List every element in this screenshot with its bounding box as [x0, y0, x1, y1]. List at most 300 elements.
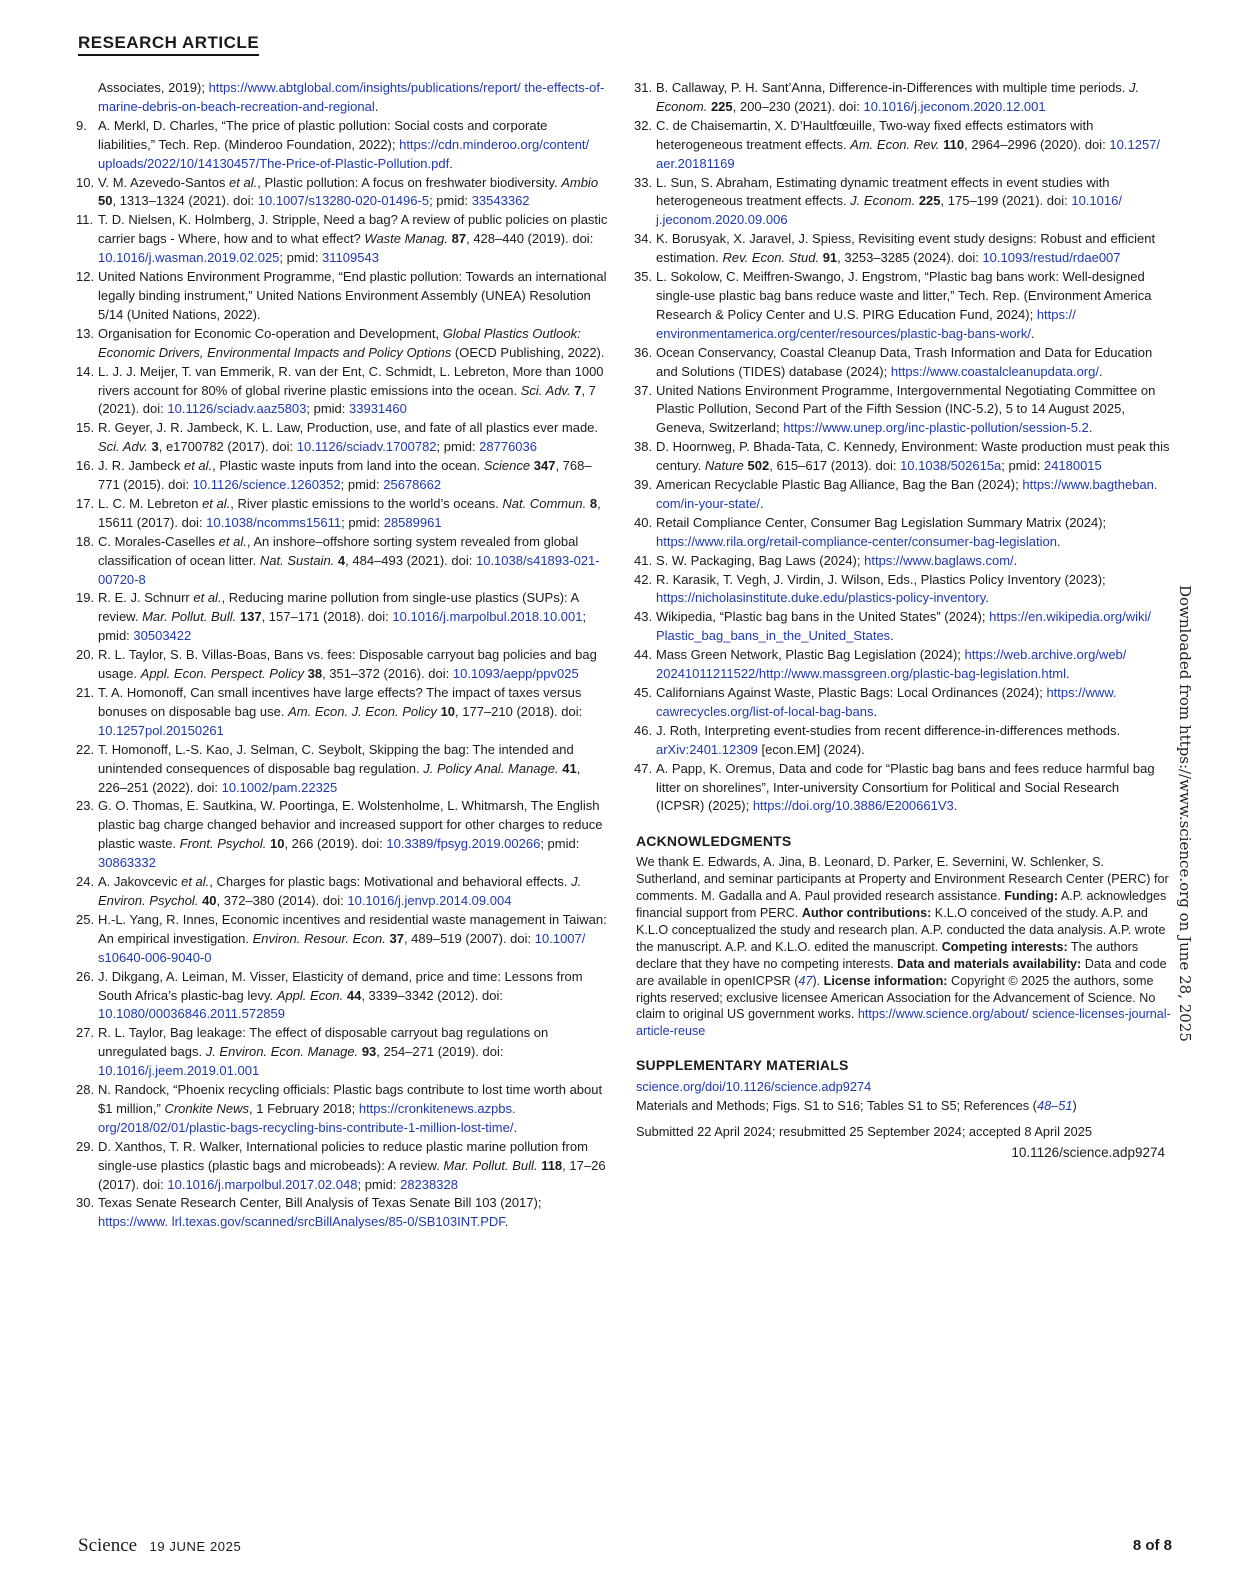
reference-link[interactable]: 33931460 [349, 401, 407, 417]
reference-text: A.P. acknowledges financial support from PERC. [636, 889, 1167, 920]
reference-item [636, 684, 1171, 722]
reference-text: , 17–26 (2017). doi: [98, 1157, 606, 1192]
reference-text: , 3339–3342 (2012). doi: [361, 987, 503, 1003]
reference-link[interactable]: 10.1016/j.marpolbul.2017.02.048 [167, 1176, 358, 1192]
reference-link[interactable]: 28589961 [383, 514, 442, 530]
reference-link[interactable]: 10.1002/pam.22325 [221, 779, 338, 795]
journal-name: Nat. Sustain. [259, 552, 335, 568]
reference-link[interactable]: https://www.bagtheban. com/in-your-state/ [656, 477, 1158, 511]
reference-text: , An inshore–offshore sorting system revealed from global classification of ocean litter. [98, 533, 579, 568]
reference-item [636, 760, 1171, 817]
reference-text: . [449, 155, 453, 171]
references-left-column [78, 79, 608, 1232]
reference-number: 32. [634, 117, 653, 133]
reference-link[interactable]: 47 [798, 973, 813, 988]
supplementary-refs-link[interactable]: 48–51 [1036, 1097, 1073, 1113]
reference-link[interactable]: 33543362 [471, 193, 530, 209]
volume-number: 10 [269, 836, 285, 852]
reference-link[interactable]: https://en.wikipedia.org/wiki/ Plastic_bag_bans_in_the_United_States [656, 609, 1151, 644]
volume-number: 7 [574, 382, 582, 398]
journal-name: Science [483, 458, 531, 474]
reference-number: 29. [76, 1138, 95, 1154]
reference-item [78, 325, 608, 363]
volume-number: 225 [710, 98, 733, 114]
references-right-column [636, 79, 1171, 816]
reference-text: J. Dikgang, A. Leiman, M. Visser, Elasticity of demand, price and time: Lessons from South Africa’s plastic-bag levy. [98, 968, 583, 1003]
reference-text: We thank E. Edwards, A. Jina, B. Leonard, D. Parker, E. Severnini, W. Schlenker, S. Sutherland, and seminar participants at Property and Environment Research Center (PERC) for comments. M. Gadalla and A. Paul provided research assistance. [636, 855, 1169, 904]
reference-text: (OECD Publishing, 2022). [451, 344, 605, 360]
reference-number: 39. [634, 477, 653, 493]
reference-item [636, 571, 1171, 609]
reference-text: A. Papp, K. Oremus, Data and code for “Plastic bag bans and fees reduce harmful bag litter on shorelines”, Inter-university Consortium for Political and Social Research (ICPSR) (2025); [656, 760, 1155, 814]
journal-name: J. Econom. [850, 193, 916, 209]
journal-name: Sci. Adv. [520, 382, 571, 398]
reference-number: 15. [76, 420, 95, 436]
reference-item [78, 968, 608, 1025]
reference-link[interactable]: 10.1126/sciadv.aaz5803 [167, 401, 307, 417]
reference-text: Data and code are available in openICPSR ( [636, 956, 1167, 988]
journal-name: J. Environ. Econ. Manage. [205, 1044, 359, 1060]
reference-link[interactable]: https://www.unep.org/inc-plastic-pollution/session-5.2 [783, 420, 1089, 436]
reference-text: , 489–519 (2007). doi: [403, 930, 535, 946]
reference-number: 46. [634, 722, 653, 738]
reference-number: 43. [634, 609, 653, 625]
reference-item [78, 1138, 608, 1195]
journal-name: Nature [704, 458, 744, 474]
journal-name: Appl. Econ. [276, 987, 344, 1003]
reference-text: . [1057, 533, 1061, 549]
reference-number: 14. [76, 363, 95, 379]
reference-text: , Plastic pollution: A focus on freshwater biodiversity. [257, 174, 562, 190]
reference-item [636, 608, 1171, 646]
journal-name: Am. Econ. J. Econ. Policy [288, 703, 437, 719]
reference-text: ; pmid: [429, 193, 472, 209]
journal-name: Front. Psychol. [179, 836, 267, 852]
journal-name: Mar. Pollut. Bull. [142, 609, 237, 625]
reference-item [636, 476, 1171, 514]
reference-text: N. Randock, “Phoenix recycling officials: Plastic bags contribute to lost time worth about $1 million,” [98, 1082, 603, 1116]
reference-text: Retail Compliance Center, Consumer Bag Legislation Summary Matrix (2024); [656, 514, 1107, 530]
reference-text: . [873, 703, 878, 719]
reference-link[interactable]: 10.3389/fpsyg.2019.00266 [386, 836, 541, 852]
reference-text: ). [812, 973, 824, 988]
reference-link[interactable]: 30863332 [98, 855, 156, 871]
reference-text: , 7 (2021). doi: [98, 382, 596, 417]
reference-number: 12. [76, 269, 95, 285]
journal-name: et al. [193, 590, 222, 606]
reference-text: L. Sun, S. Abraham, Estimating dynamic treatment effects in event studies with heterogeneous treatment effects. [656, 174, 1110, 209]
reference-text: G. O. Thomas, E. Sautkina, W. Poortinga, E. Wolstenholme, L. Whitmarsh, The English plastic bag charge changed behavior and increased support for other charges to reduce plastic waste. [98, 798, 603, 852]
reference-text: . [953, 798, 958, 814]
reference-item [78, 646, 608, 684]
reference-text: , Plastic waste inputs from land into the ocean. [212, 458, 484, 474]
reference-item [636, 79, 1171, 117]
reference-text: T. A. Homonoff, Can small incentives have large effects? The impact of taxes versus bonuses on disposable bag use. [98, 685, 582, 719]
reference-text: . [890, 628, 894, 644]
volume-number: Competing interests: [941, 939, 1068, 954]
reference-item [78, 873, 608, 911]
reference-text: , 372–380 (2014). doi: [216, 892, 348, 908]
reference-number: 28. [76, 1082, 95, 1098]
reference-link[interactable]: https://www.science.org/about/ science-licenses-journal-article-reuse [636, 1007, 1171, 1039]
volume-number: 8 [589, 495, 598, 511]
reference-link[interactable]: 10.1093/aepp/ppv025 [452, 666, 579, 682]
reference-link[interactable]: 10.1016/j.jeconom.2020.12.001 [863, 98, 1046, 114]
reference-number: 41. [634, 552, 653, 568]
reference-item [636, 382, 1171, 439]
journal-name: Waste Manag. [364, 231, 448, 247]
reference-item [78, 741, 608, 798]
reference-link[interactable]: https://www.coastalcleanupdata.org/ [890, 363, 1099, 379]
reference-text: American Recyclable Plastic Bag Alliance, Bag the Ban (2024); [656, 477, 1023, 493]
reference-link[interactable]: 25678662 [383, 477, 442, 493]
reference-item [636, 552, 1171, 571]
volume-number: 91 [822, 250, 838, 266]
reference-text: C. de Chaisemartin, X. D’Haultfœuille, Two-way fixed effects estimators with heterogeneous treatment effects. [656, 117, 1094, 152]
reference-text: D. Hoornweg, P. Bhada-Tata, C. Kennedy, Environment: Waste production must peak this century. [656, 439, 1170, 474]
journal-name: Global Plastics Outlook: Economic Drivers, Environmental Impacts and Policy Options [98, 325, 581, 360]
reference-item [636, 174, 1171, 231]
reference-text: , 428–440 (2019). doi: [466, 231, 594, 247]
reference-link[interactable]: arXiv:2401.12309 [656, 741, 758, 757]
volume-number: License information: [823, 973, 948, 988]
reference-text: , 254–271 (2019). doi: [376, 1044, 504, 1060]
volume-number: Funding: [1004, 889, 1059, 904]
reference-item [78, 117, 608, 174]
volume-number: 37 [389, 930, 404, 946]
right-column [636, 79, 1171, 1163]
volume-number: 38 [307, 666, 323, 682]
reference-text: . [1098, 363, 1103, 379]
reference-number: 13. [76, 325, 95, 341]
reference-text: Ocean Conservancy, Coastal Cleanup Data, Trash Information and Data for Education and Solutions (TIDES) database (2024); [656, 344, 1153, 379]
reference-text: . [1065, 666, 1070, 682]
reference-item [78, 174, 608, 212]
journal-logo: Science [78, 1535, 138, 1556]
page-footer [78, 1535, 1172, 1555]
reference-number: 27. [76, 1025, 95, 1041]
reference-item [636, 268, 1171, 344]
reference-text: . [1013, 552, 1018, 568]
reference-link[interactable]: 10.1126/sciadv.1700782 [296, 439, 437, 455]
reference-item [78, 797, 608, 873]
reference-link[interactable]: 10.1007/ s10640-006-9040-0 [98, 930, 586, 965]
volume-number: 502 [747, 458, 770, 474]
reference-item [78, 419, 608, 457]
reference-link[interactable]: 10.1016/ j.jeconom.2020.09.006 [656, 193, 1122, 228]
reference-text: ; pmid: [540, 836, 580, 852]
reference-text: , 157–171 (2018). doi: [261, 609, 393, 625]
reference-text: R. L. Taylor, Bag leakage: The effect of disposable carryout bag regulations on unregulated bags. [98, 1025, 549, 1060]
reference-link[interactable]: 10.1016/j.jenvp.2014.09.004 [347, 892, 512, 908]
reference-text: , 177–210 (2018). doi: [455, 703, 583, 719]
reference-number: 38. [634, 439, 653, 455]
reference-item [78, 457, 608, 495]
reference-text: . [513, 1119, 518, 1135]
reference-number: 47. [634, 760, 653, 776]
reference-number: 31. [634, 80, 653, 95]
reference-text: L. Sokolow, C. Meiffren-Swango, J. Engstrom, “Plastic bag bans work: Well-designed single-use plastic bag bans reduce waste and litter,” Tech. Rep. (Environment America Research & Policy Center and U.S. PIRG Education Fund, 2024); [656, 269, 1152, 322]
reference-item [78, 1081, 608, 1138]
journal-name: Nat. Commun. [502, 495, 587, 511]
acknowledgments-body [636, 854, 1171, 1040]
reference-item [636, 646, 1171, 684]
reference-number: 23. [76, 798, 95, 814]
reference-text: , 768–771 (2015). doi: [98, 458, 592, 493]
reference-text: T. D. Nielsen, K. Holmberg, J. Stripple, Need a bag? A review of public policies on plastic carrier bags - Where, how and to what effect? [98, 212, 608, 247]
section-header: RESEARCH ARTICLE [78, 33, 259, 56]
reference-item [78, 1194, 608, 1232]
reference-text: ; pmid: [436, 439, 480, 455]
reference-link[interactable]: https://www.abtglobal.com/insights/publications/report/ the-effects-of-marine-debris-on-beach-recreation-and-regional [98, 80, 605, 114]
reference-number: 11. [76, 212, 94, 228]
reference-number: 16. [76, 458, 95, 474]
volume-number: 118 [541, 1157, 563, 1173]
reference-link[interactable]: 10.1016/j.wasman.2019.02.025 [98, 250, 280, 266]
volume-number: 50 [98, 193, 113, 209]
supplementary-body [636, 1078, 1171, 1115]
reference-item [78, 363, 608, 420]
reference-number: 35. [634, 269, 653, 285]
reference-text: [econ.EM] (2024). [757, 741, 865, 757]
reference-text: . [1088, 420, 1093, 436]
reference-text: , Charges for plastic bags: Motivational and behavioral effects. [209, 874, 572, 890]
journal-name: Ambio [561, 174, 599, 190]
reference-text: , 2964–2996 (2020). doi: [964, 136, 1110, 152]
volume-number: 41 [562, 760, 577, 776]
reference-text: V. M. Azevedo-Santos [98, 174, 230, 190]
volume-number: 40 [202, 892, 217, 908]
reference-text: , e1700782 (2017). doi: [158, 439, 297, 455]
reference-text: ; pmid: [357, 1176, 401, 1192]
reference-link[interactable]: 28238328 [400, 1176, 458, 1192]
reference-text: S. W. Packaging, Bag Laws (2024); [656, 552, 865, 568]
reference-link[interactable]: 10.1257/ aer.20181169 [656, 136, 1161, 171]
reference-number: 36. [634, 344, 653, 360]
reference-number: 19. [76, 590, 95, 606]
reference-text: C. Morales-Caselles [98, 533, 219, 549]
reference-number: 40. [634, 514, 653, 530]
reference-text: L. J. J. Meijer, T. van Emmerik, R. van der Ent, C. Schmidt, L. Lebreton, More than 1000 rivers account for 80% of global riverine plastic emissions into the ocean. [98, 363, 604, 398]
reference-item [78, 589, 608, 646]
reference-text: United Nations Environment Programme, “End plastic pollution: Towards an international legally binding instrument,” United Nations Environment Assembly (UNEA) Resolution 5/14 (United Nations, 2022). [98, 269, 607, 322]
reference-text: L. C. M. Lebreton [98, 495, 203, 511]
journal-name: et al. [202, 495, 231, 511]
reference-item [636, 438, 1171, 476]
journal-name: et al. [218, 533, 247, 549]
reference-text: The authors declare that they have no competing interests. [636, 939, 1139, 971]
reference-text: , Reducing marine pollution from single-use plastics (SUPs): A review. [98, 590, 579, 625]
journal-name: Cronkite News [164, 1100, 249, 1116]
reference-number: 21. [76, 685, 95, 700]
reference-link[interactable]: 28776036 [479, 439, 537, 455]
journal-name: Am. Econ. Rev. [850, 136, 940, 152]
reference-link[interactable]: 31109543 [322, 250, 379, 266]
reference-item [78, 79, 608, 117]
volume-number: 3 [151, 439, 159, 455]
supplementary-text-pre: Materials and Methods; Figs. S1 to S16; Tables S1 to S5; References ( [636, 1097, 1037, 1113]
reference-text: ; pmid: [306, 401, 350, 417]
reference-text: Wikipedia, “Plastic bag bans in the United States” (2024); [656, 609, 990, 625]
reference-text: , 1 February 2018; [249, 1100, 359, 1116]
reference-number: 37. [634, 382, 653, 398]
reference-link[interactable]: https://www.rila.org/retail-compliance-center/consumer-bag-legislation [656, 533, 1058, 549]
reference-text: , 226–251 (2022). doi: [98, 760, 581, 795]
reference-text: J. R. Jambeck [98, 458, 184, 474]
reference-link[interactable]: https://www.baglaws.com/ [864, 552, 1014, 568]
reference-text: . [760, 495, 764, 511]
reference-number: 22. [76, 741, 95, 757]
reference-number: 18. [76, 533, 95, 549]
reference-text: , 266 (2019). doi: [284, 836, 387, 852]
reference-item [636, 344, 1171, 382]
reference-text: United Nations Environment Programme, Intergovernmental Negotiating Committee on Plastic Pollution, Second Part of the Fifth Session (INC-5.2), 5 to 14 August 2025, Geneva, Switzerland; [656, 382, 1156, 436]
reference-link[interactable]: 10.1038/502615a [900, 458, 1002, 474]
reference-text: Texas Senate Research Center, Bill Analysis of Texas Senate Bill 103 (2017); [98, 1195, 542, 1211]
reference-link[interactable]: 10.1016/j.jeem.2019.01.001 [98, 1063, 260, 1079]
reference-text: T. Homonoff, L.-S. Kao, J. Selman, C. Seybolt, Skipping the bag: The intended and unintended consequences of disposable bag regulation. [98, 741, 574, 776]
reference-link[interactable]: 10.1080/00036846.2011.572859 [98, 1006, 286, 1022]
reference-text: J. Roth, Interpreting event-studies from recent difference-in-differences methods. [656, 722, 1121, 738]
reference-number: 20. [76, 647, 95, 663]
reference-text: R. L. Taylor, S. B. Villas-Boas, Bans vs. fees: Disposable carryout bag policies and bag usage. [98, 647, 597, 682]
reference-item [78, 684, 608, 741]
reference-item [78, 533, 608, 590]
reference-text: . [374, 98, 379, 114]
volume-number: 10 [440, 703, 456, 719]
journal-name: Mar. Pollut. Bull. [443, 1157, 538, 1173]
supplementary-link[interactable]: science.org/doi/10.1126/science.adp9274 [636, 1079, 872, 1095]
reference-link[interactable]: 10.1126/science.1260352 [192, 477, 341, 493]
download-watermark-text: Downloaded from https://www.science.org on June 28, 2025 [1176, 585, 1194, 1042]
reference-link[interactable]: 24180015 [1043, 458, 1102, 474]
reference-link[interactable]: https:// environmentamerica.org/center/resources/plastic-bag-bans-work/ [656, 306, 1076, 341]
reference-text: D. Xanthos, T. R. Walker, International policies to reduce plastic marine pollution from single-use plastics (plastic bags and microbeads): A review. [98, 1138, 588, 1173]
reference-link[interactable]: https://cdn.minderoo.org/content/ uploads/2022/10/14130457/The-Price-of-Plastic-Pollution.pdf [98, 136, 590, 171]
reference-number: 33. [634, 174, 653, 190]
journal-name: Sci. Adv. [98, 439, 148, 455]
reference-text: ; pmid: [98, 609, 587, 644]
issue-date: 19 JUNE 2025 [149, 1539, 242, 1554]
volume-number: 87 [451, 231, 467, 247]
reference-link[interactable]: https://www. lrl.texas.gov/scanned/srcBillAnalyses/85-0/SB103INT.PDF [98, 1214, 505, 1230]
reference-number: 34. [634, 231, 653, 247]
download-watermark [1170, 585, 1198, 1042]
reference-item [636, 230, 1171, 268]
reference-link[interactable]: 10.1016/j.marpolbul.2018.10.001 [392, 609, 583, 625]
journal-name: Environ. Resour. Econ. [252, 930, 386, 946]
journal-name: et al. [183, 458, 213, 474]
reference-text: , 1313–1324 (2021). doi: [112, 193, 258, 209]
reference-link[interactable]: https://web.archive.org/web/ 20241011211522/http://www.massgreen.org/plastic-bag-legislation.html [656, 647, 1127, 682]
reference-text: , 15611 (2017). doi: [98, 495, 601, 530]
reference-item [78, 911, 608, 968]
reference-link[interactable]: https://cronkitenews.azpbs. org/2018/02/01/plastic-bags-recycling-bins-contribute-1-million-lost-time/ [98, 1100, 516, 1135]
journal-name: J. Policy Anal. Manage. [423, 760, 559, 776]
reference-text: . [985, 590, 989, 606]
reference-item [78, 211, 608, 268]
reference-text: K.L.O conceived of the study. A.P. and K.L.O conceptualized the study and research plan. A.P. conducted the data analysis. A.P. wrote the manuscript. A.P. and K.L.O. edited the manuscript. [636, 905, 1166, 954]
journal-name: et al. [229, 174, 258, 190]
supplementary-title: SUPPLEMENTARY MATERIALS [636, 1057, 849, 1074]
supplementary-text-post: ) [1072, 1097, 1077, 1113]
reference-text: , 484–493 (2021). doi: [345, 552, 476, 568]
reference-text: R. Karasik, T. Vegh, J. Virdin, J. Wilson, Eds., Plastics Policy Inventory (2023); [656, 571, 1106, 587]
reference-text: A. Merkl, D. Charles, “The price of plastic pollution: Social costs and corporate liabilities,” Tech. Rep. (Minderoo Foundation, 2022); [98, 117, 548, 152]
reference-text: Organisation for Economic Co-operation and Development, [98, 325, 443, 341]
reference-link[interactable]: 10.1038/s41893-021-00720-8 [98, 552, 600, 587]
reference-number: 45. [634, 685, 653, 700]
reference-text: , 3253–3285 (2024). doi: [837, 250, 983, 266]
journal-name: J. Econom. [656, 80, 1140, 114]
page-number: 8 of 8 [1132, 1537, 1172, 1554]
volume-number: 44 [346, 987, 362, 1003]
reference-item [636, 117, 1171, 174]
reference-link[interactable]: 10.1038/ncomms15611 [206, 514, 342, 530]
reference-text: H.-L. Yang, R. Innes, Economic incentives and residential waste management in Taiwan: An empirical investigation. [98, 911, 607, 946]
reference-text: , River plastic emissions to the world’s oceans. [230, 495, 503, 511]
acknowledgments-title: ACKNOWLEDGMENTS [636, 833, 792, 850]
journal-name: J. Environ. Psychol. [98, 874, 582, 908]
submission-dates: Submitted 22 April 2024; resubmitted 25 September 2024; accepted 8 April 2025 [636, 1124, 1093, 1140]
reference-text: K. Borusyak, X. Jaravel, J. Spiess, Revisiting event study designs: Robust and efficient estimation. [656, 231, 1156, 266]
reference-item [636, 722, 1171, 760]
reference-link[interactable]: https://doi.org/10.3886/E200661V3 [752, 798, 954, 814]
reference-text: ; pmid: [1001, 458, 1044, 474]
reference-text: , 351–372 (2016). doi: [322, 666, 453, 682]
reference-text: B. Callaway, P. H. Sant’Anna, Difference-in-Differences with multiple time periods. [656, 80, 1130, 95]
reference-number: 17. [76, 495, 95, 511]
reference-number: 9. [76, 117, 87, 133]
reference-link[interactable]: 10.1093/restud/rdae007 [982, 250, 1121, 266]
journal-name: Appl. Econ. Perspect. Policy [140, 666, 304, 682]
volume-number: 347 [533, 458, 556, 474]
reference-number: 26. [76, 968, 95, 984]
journal-name: Rev. Econ. Stud. [722, 250, 820, 266]
volume-number: 4 [337, 552, 346, 568]
reference-text: Californians Against Waste, Plastic Bags: Local Ordinances (2024); [656, 685, 1047, 700]
reference-text: Mass Green Network, Plastic Bag Legislation (2024); [656, 647, 965, 663]
reference-text: A. Jakovcevic [98, 874, 182, 890]
reference-text: Associates, 2019); [98, 80, 209, 95]
volume-number: 137 [239, 609, 262, 625]
reference-text: ; pmid: [340, 477, 384, 493]
reference-text: , 615–617 (2013). doi: [769, 458, 901, 474]
reference-text: R. E. J. Schnurr [98, 590, 194, 606]
volume-number: 93 [361, 1044, 377, 1060]
reference-item [78, 268, 608, 325]
volume-number: 110 [943, 136, 965, 152]
reference-text: ; pmid: [341, 514, 384, 530]
reference-number: 44. [634, 647, 653, 663]
reference-link[interactable]: 30503422 [133, 628, 192, 644]
reference-number: 25. [76, 911, 95, 927]
reference-text: ; pmid: [279, 250, 323, 266]
reference-link[interactable]: https://nicholasinstitute.duke.edu/plastics-policy-inventory [656, 590, 986, 606]
reference-item [78, 495, 608, 533]
article-doi: 10.1126/science.adp9274 [1011, 1145, 1165, 1161]
reference-link[interactable]: 10.1257pol.20150261 [98, 722, 224, 738]
reference-link[interactable]: https://www. cawrecycles.org/list-of-local-bag-bans [656, 685, 1117, 719]
reference-link[interactable]: 10.1007/s13280-020-01496-5 [257, 193, 430, 209]
reference-number: 30. [76, 1195, 95, 1211]
journal-name: et al. [181, 874, 210, 890]
reference-text: Copyright © 2025 the authors, some rights reserved; exclusive licensee American Association for the Advancement of Science. No claim to original US government works. [636, 973, 1156, 1022]
reference-number: 24. [76, 874, 95, 890]
reference-item [636, 514, 1171, 552]
reference-text: . [504, 1214, 509, 1230]
reference-text: R. Geyer, J. R. Jambeck, K. L. Law, Production, use, and fate of all plastics ever made. [98, 420, 599, 436]
